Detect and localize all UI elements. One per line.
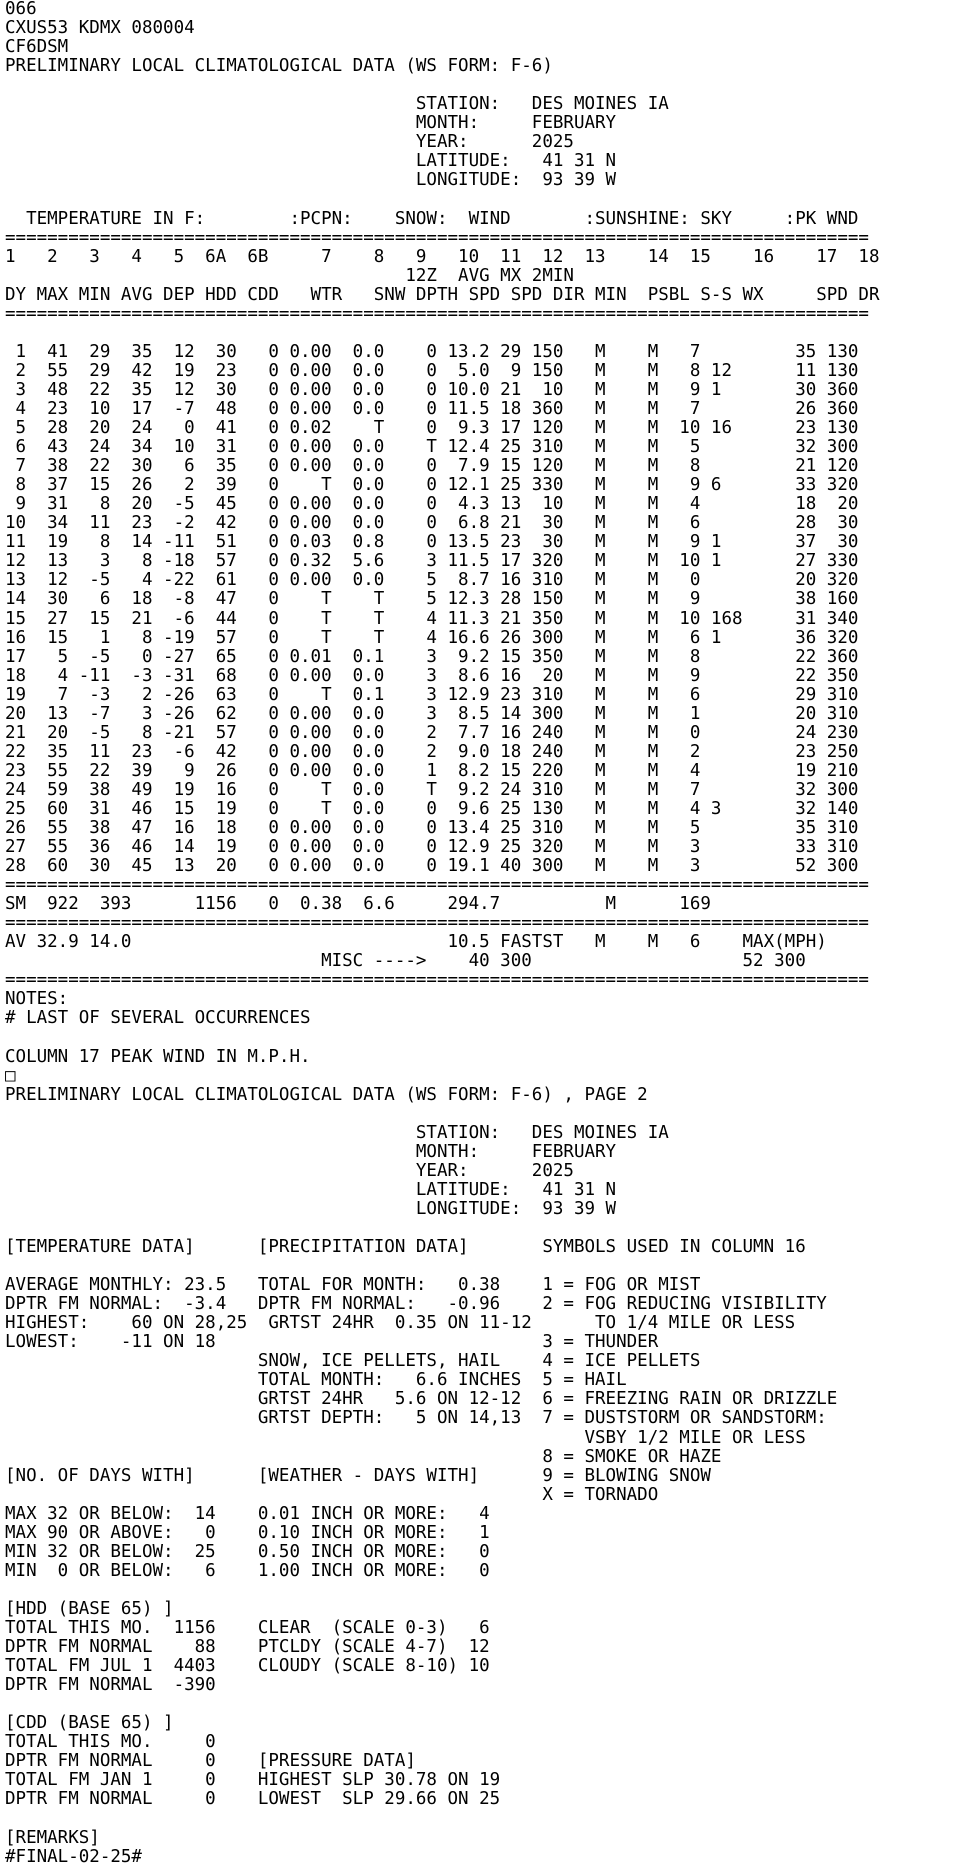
report-line: ================================================================================== (5, 303, 869, 324)
report-line: MIN 0 OR BELOW: 6 1.00 INCH OR MORE: 0 (5, 1560, 490, 1581)
report-line: 10 34 11 23 -2 42 0 0.00 0.0 0 6.8 21 30 M M 6 28 30 (5, 513, 859, 534)
report-line: NOTES: (5, 989, 69, 1010)
report-line (5, 1029, 969, 1048)
report-line: 8 37 15 26 2 39 0 T 0.0 0 12.1 25 330 M M 9 6 33 320 (5, 475, 859, 496)
report-line: MONTH: FEBRUARY (5, 1141, 617, 1162)
report-line: LONGITUDE: 93 39 W (5, 170, 617, 191)
report-line: 4 23 10 17 -7 48 0 0.00 0.0 0 11.5 18 360 M M 7 26 360 (5, 398, 859, 419)
report-line: GRTST DEPTH: 5 ON 14,13 7 = DUSTSTORM OR SANDSTORM: (5, 1408, 827, 1429)
report-line: DY MAX MIN AVG DEP HDD CDD WTR SNW DPTH SPD SPD DIR MIN PSBL S-S WX SPD DR (5, 284, 880, 305)
report-line: TOTAL FM JUL 1 4403 CLOUDY (SCALE 8-10) 10 (5, 1656, 490, 1677)
report-line: 2 55 29 42 19 23 0 0.00 0.0 0 5.0 9 150 M M 8 12 11 130 (5, 360, 859, 381)
report-line: 6 43 24 34 10 31 0 0.00 0.0 T 12.4 25 310 M M 5 32 300 (5, 437, 859, 458)
report-line (5, 1581, 969, 1600)
report-line: 28 60 30 45 13 20 0 0.00 0.0 0 19.1 40 300 M M 3 52 300 (5, 856, 859, 877)
report-line: ================================================================================== (5, 970, 869, 991)
report-line: DPTR FM NORMAL -390 (5, 1675, 216, 1696)
report-line: TEMPERATURE IN F: :PCPN: SNOW: WIND :SUNSHINE: SKY :PK WND (5, 208, 859, 229)
report-line (5, 190, 969, 209)
report-line (5, 1257, 969, 1276)
report-line: 3 48 22 35 12 30 0 0.00 0.0 0 10.0 21 10 M M 9 1 30 360 (5, 379, 859, 400)
report-line: DPTR FM NORMAL 0 LOWEST SLP 29.66 ON 25 (5, 1789, 501, 1810)
report-line: 12 13 3 8 -18 57 0 0.32 5.6 3 11.5 17 320 M M 10 1 27 330 (5, 551, 859, 572)
report-line: DPTR FM NORMAL 88 PTCLDY (SCALE 4-7) 12 (5, 1637, 490, 1658)
report-line: YEAR: 2025 (5, 132, 574, 153)
report-line: 12Z AVG MX 2MIN (5, 265, 574, 286)
report-line: [TEMPERATURE DATA] [PRECIPITATION DATA] SYMBOLS USED IN COLUMN 16 (5, 1237, 806, 1258)
report-line: 11 19 8 14 -11 51 0 0.03 0.8 0 13.5 23 30 M M 9 1 37 30 (5, 532, 859, 553)
report-line: [CDD (BASE 65) ] (5, 1713, 174, 1734)
report-line (5, 1809, 969, 1828)
report-line: DPTR FM NORMAL 0 [PRESSURE DATA] (5, 1751, 416, 1772)
report-line: LATITUDE: 41 31 N (5, 1179, 617, 1200)
report-line: MAX 32 OR BELOW: 14 0.01 INCH OR MORE: 4 (5, 1503, 490, 1524)
report-line: STATION: DES MOINES IA (5, 94, 669, 115)
report-line: TOTAL FM JAN 1 0 HIGHEST SLP 30.78 ON 19 (5, 1770, 501, 1791)
report-line: X = TORNADO (5, 1484, 659, 1505)
report-line: 27 55 36 46 14 19 0 0.00 0.0 0 12.9 25 320 M M 3 33 310 (5, 837, 859, 858)
report-line: LOWEST: -11 ON 18 3 = THUNDER (5, 1332, 659, 1353)
report-line: 15 27 15 21 -6 44 0 T T 4 11.3 21 350 M M 10 168 31 340 (5, 608, 859, 629)
report-line: TOTAL THIS MO. 0 (5, 1732, 216, 1753)
report-line (5, 1695, 969, 1714)
report-line: 5 28 20 24 0 41 0 0.02 T 0 9.3 17 120 M M 10 16 23 130 (5, 418, 859, 439)
report-line (5, 1219, 969, 1238)
report-line: 7 38 22 30 6 35 0 0.00 0.0 0 7.9 15 120 M M 8 21 120 (5, 456, 859, 477)
report-line: 066 (5, 0, 37, 19)
report-line: SM 922 393 1156 0 0.38 6.6 294.7 M 169 (5, 894, 711, 915)
report-line: MAX 90 OR ABOVE: 0 0.10 INCH OR MORE: 1 (5, 1522, 490, 1543)
report-line: 1 2 3 4 5 6A 6B 7 8 9 10 11 12 13 14 15 16 17 18 (5, 246, 880, 267)
report-line: YEAR: 2025 (5, 1160, 574, 1181)
report-line: 8 = SMOKE OR HAZE (5, 1446, 722, 1467)
report-line: VSBY 1/2 MILE OR LESS (5, 1427, 806, 1448)
report-line: PRELIMINARY LOCAL CLIMATOLOGICAL DATA (WS FORM: F-6) , PAGE 2 (5, 1084, 648, 1105)
report-line: [HDD (BASE 65) ] (5, 1598, 174, 1619)
report-line: 1 41 29 35 12 30 0 0.00 0.0 0 13.2 29 150 M M 7 35 130 (5, 341, 859, 362)
report-line: MONTH: FEBRUARY (5, 113, 617, 134)
report-line: 19 7 -3 2 -26 63 0 T 0.1 3 12.9 23 310 M M 6 29 310 (5, 684, 859, 705)
report-line: 23 55 22 39 9 26 0 0.00 0.0 1 8.2 15 220 M M 4 19 210 (5, 760, 859, 781)
report-line: DPTR FM NORMAL: -3.4 DPTR FM NORMAL: -0.96 2 = FOG REDUCING VISIBILITY (5, 1294, 827, 1315)
report-line: LONGITUDE: 93 39 W (5, 1198, 617, 1219)
report-line: AV 32.9 14.0 10.5 FASTST M M 6 MAX(MPH) (5, 932, 827, 953)
report-line: GRTST 24HR 5.6 ON 12-12 6 = FREEZING RAIN OR DRIZZLE (5, 1389, 838, 1410)
report-line: 18 4 -11 -3 -31 68 0 0.00 0.0 3 8.6 16 20 M M 9 22 350 (5, 665, 859, 686)
report-line: 21 20 -5 8 -21 57 0 0.00 0.0 2 7.7 16 240 M M 0 24 230 (5, 722, 859, 743)
report-line: 20 13 -7 3 -26 62 0 0.00 0.0 3 8.5 14 300 M M 1 20 310 (5, 703, 859, 724)
report-line: PRELIMINARY LOCAL CLIMATOLOGICAL DATA (WS FORM: F-6) (5, 56, 553, 77)
report-line (5, 76, 969, 95)
report-line: TOTAL MONTH: 6.6 INCHES 5 = HAIL (5, 1370, 627, 1391)
report-line: □ (5, 1065, 16, 1086)
report-line: LATITUDE: 41 31 N (5, 151, 617, 172)
report-line (5, 1105, 969, 1124)
report-line: CF6DSM (5, 37, 69, 58)
report-line: STATION: DES MOINES IA (5, 1122, 669, 1143)
report-line: 9 31 8 20 -5 45 0 0.00 0.0 0 4.3 13 10 M M 4 18 20 (5, 494, 859, 515)
report-line: COLUMN 17 PEAK WIND IN M.P.H. (5, 1046, 311, 1067)
report-line: CXUS53 KDMX 080004 (5, 18, 195, 39)
report-line: ================================================================================== (5, 875, 869, 896)
report-line: 22 35 11 23 -6 42 0 0.00 0.0 2 9.0 18 240 M M 2 23 250 (5, 741, 859, 762)
report-line: 25 60 31 46 15 19 0 T 0.0 0 9.6 25 130 M M 4 3 32 140 (5, 798, 859, 819)
report-line: 13 12 -5 4 -22 61 0 0.00 0.0 5 8.7 16 310 M M 0 20 320 (5, 570, 859, 591)
report-line: AVERAGE MONTHLY: 23.5 TOTAL FOR MONTH: 0.38 1 = FOG OR MIST (5, 1275, 701, 1296)
report-line: MISC ----> 40 300 52 300 (5, 951, 806, 972)
report-line: [NO. OF DAYS WITH] [WEATHER - DAYS WITH] 9 = BLOWING SNOW (5, 1465, 711, 1486)
report-line: #FINAL-02-25# (5, 1846, 142, 1867)
report-line: ================================================================================== (5, 913, 869, 934)
report-line: SNOW, ICE PELLETS, HAIL 4 = ICE PELLETS (5, 1351, 701, 1372)
report-line: ================================================================================== (5, 227, 869, 248)
report-line (5, 324, 969, 343)
report-line: # LAST OF SEVERAL OCCURRENCES (5, 1008, 311, 1029)
report-line: 24 59 38 49 19 16 0 T 0.0 T 9.2 24 310 M M 7 32 300 (5, 779, 859, 800)
report-line: 16 15 1 8 -19 57 0 T T 4 16.6 26 300 M M 6 1 36 320 (5, 627, 859, 648)
report-line: 14 30 6 18 -8 47 0 T T 5 12.3 28 150 M M 9 38 160 (5, 589, 859, 610)
report-line: TOTAL THIS MO. 1156 CLEAR (SCALE 0-3) 6 (5, 1617, 490, 1638)
report-line: MIN 32 OR BELOW: 25 0.50 INCH OR MORE: 0 (5, 1541, 490, 1562)
report-line: 26 55 38 47 16 18 0 0.00 0.0 0 13.4 25 310 M M 5 35 310 (5, 818, 859, 839)
report-line: [REMARKS] (5, 1827, 100, 1848)
report-line: HIGHEST: 60 ON 28,25 GRTST 24HR 0.35 ON 11-12 TO 1/4 MILE OR LESS (5, 1313, 796, 1334)
report-line: 17 5 -5 0 -27 65 0 0.01 0.1 3 9.2 15 350 M M 8 22 360 (5, 646, 859, 667)
